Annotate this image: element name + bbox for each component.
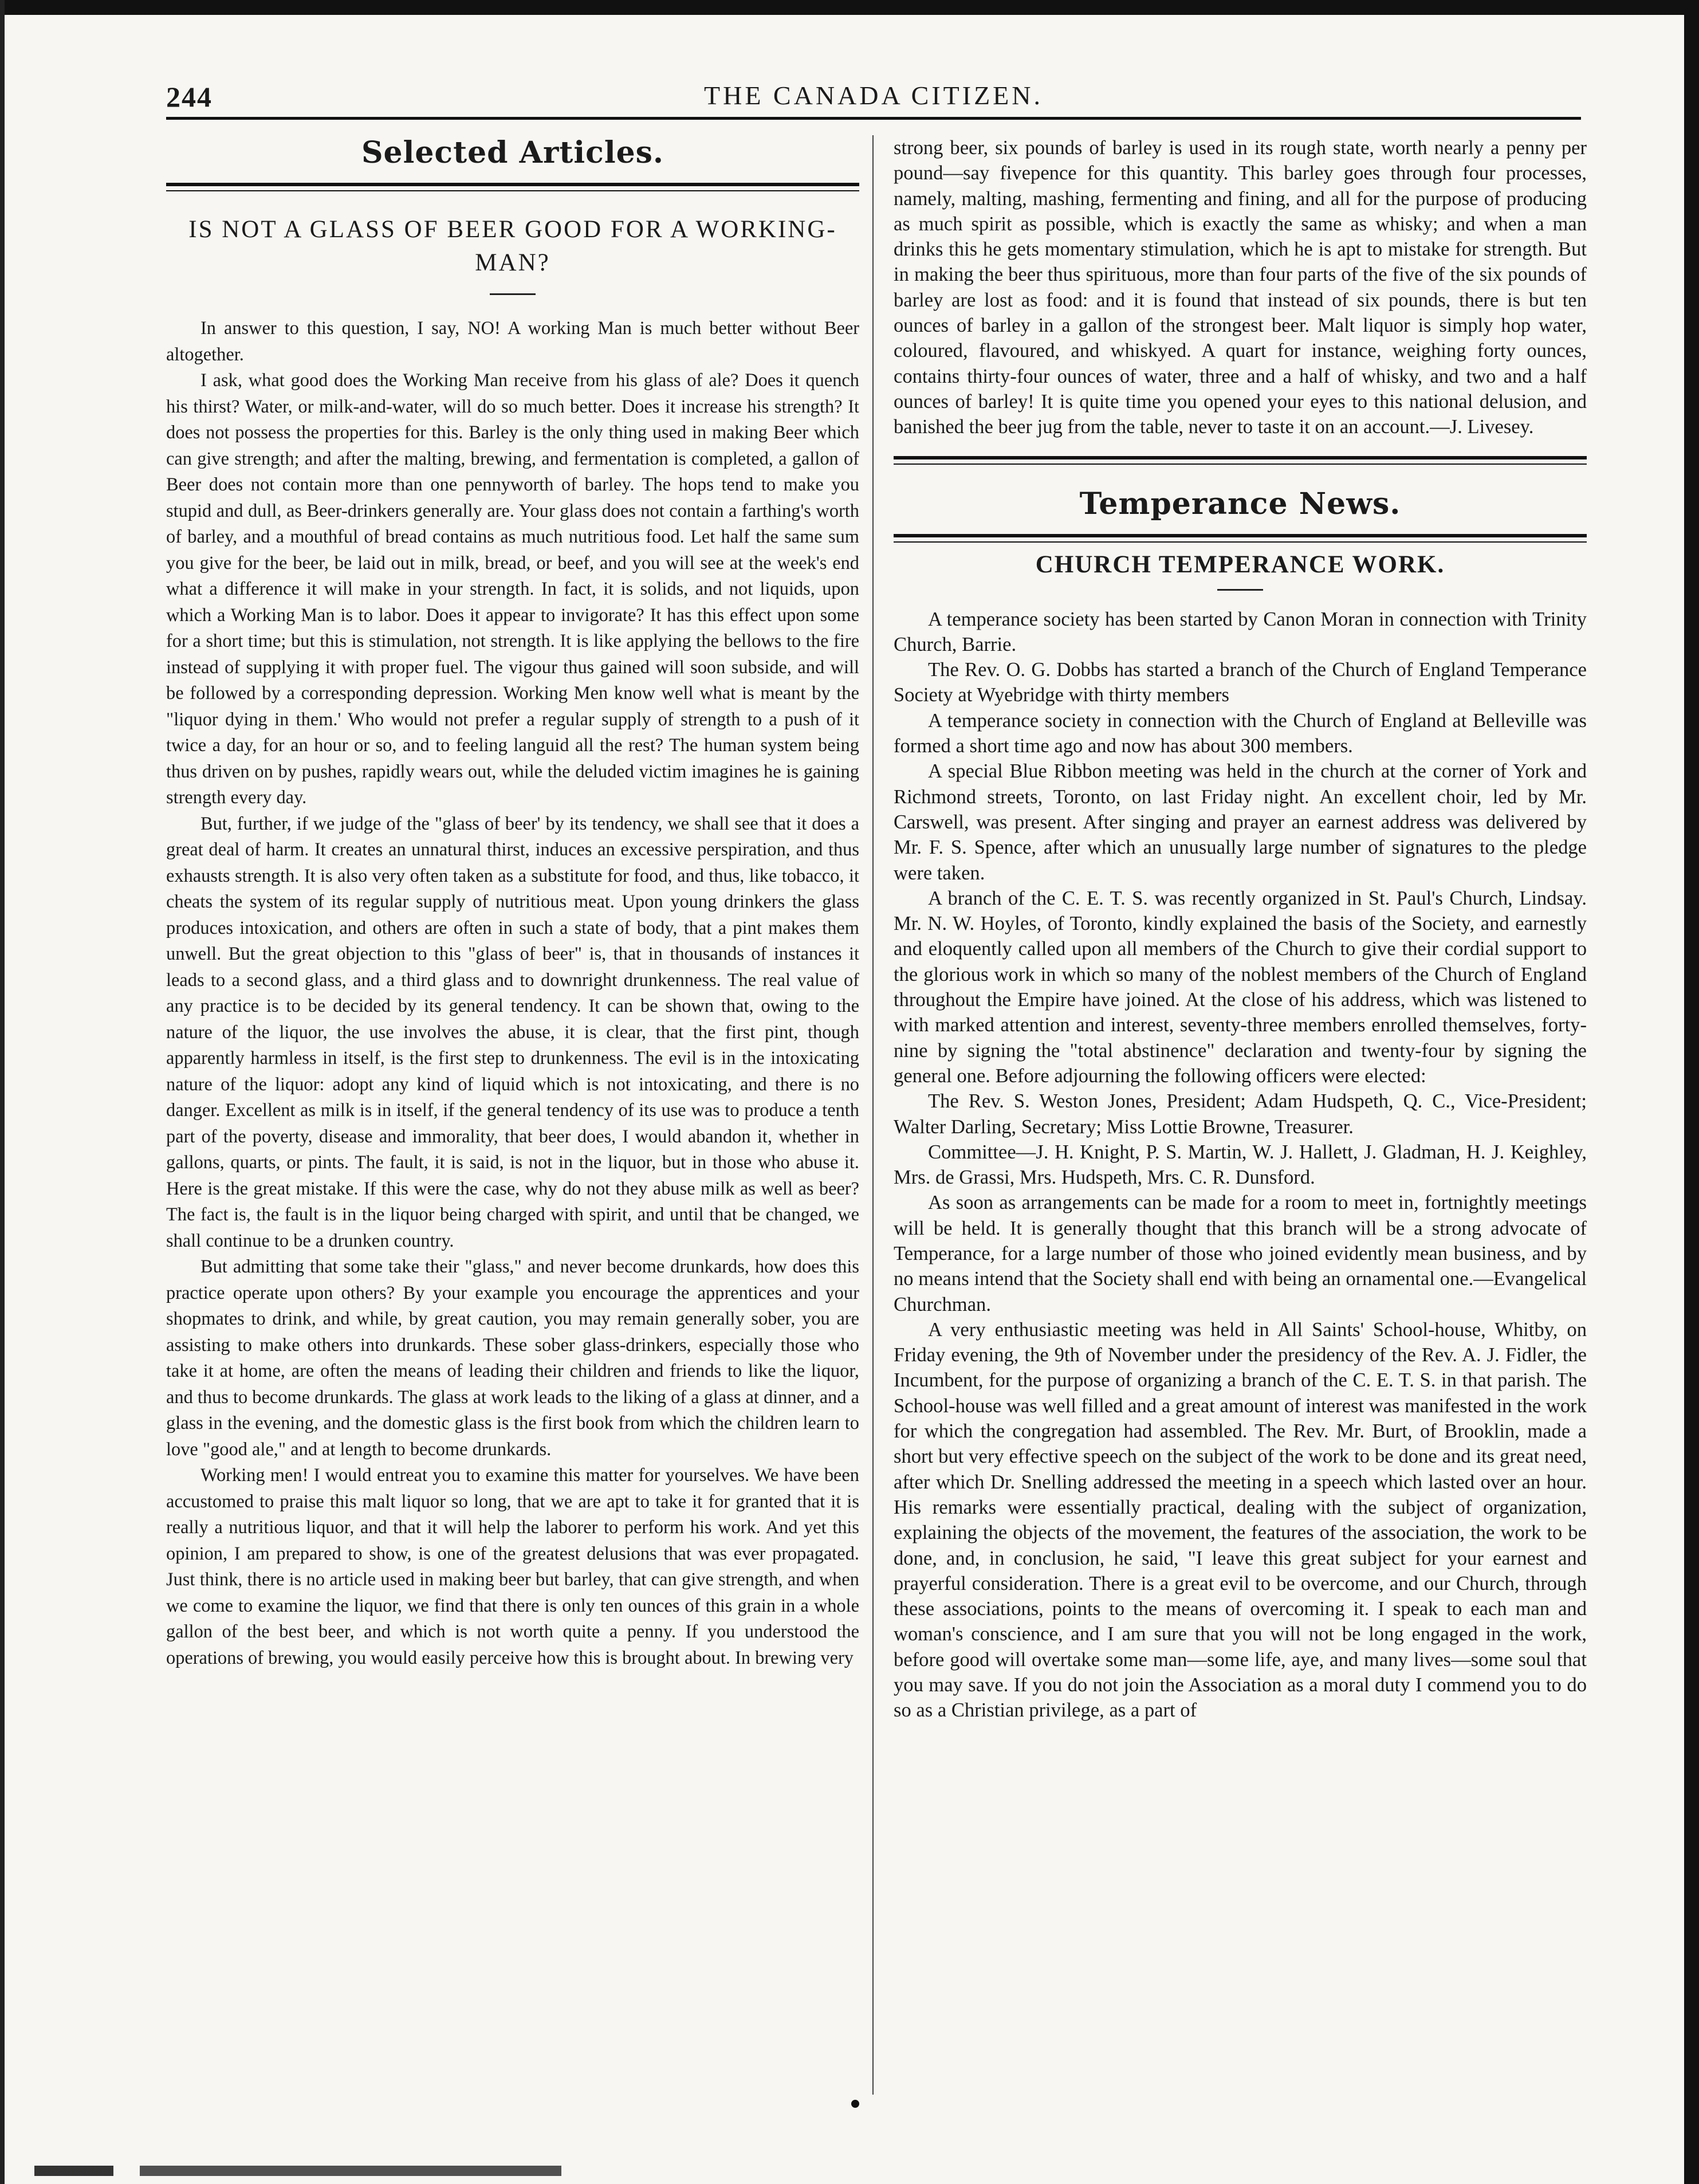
heading-rule (166, 183, 859, 191)
scan-border-left (0, 0, 5, 2184)
title-rule (490, 293, 536, 295)
paragraph: Working men! I would entreat you to examine this matter for yourselves. We have been accustomed to praise this malt liquor so long, that we are apt to take it for granted that it is really a nutritious liquor, and that it will help the laborer to perform his work. And yet this opinion, I am prepared to show, is one of the greatest delusions that was ever propagated. Just think, there is no article used in making beer but barley, that can give strength, and when we come to examine the liquor, we find that there is only ten ounces of this grain in a whole gallon of the best beer, and which is not worth quite a penny. If you understood the operations of brewing, you would easily perceive how this is brought about. In brewing very (166, 1465, 859, 1668)
paragraph: The Rev. O. G. Dobbs has started a branch of the Church of England Temperance Society at Wyebridge with thirty members (894, 659, 1587, 706)
running-head (166, 80, 1581, 120)
page-number: 244 (166, 81, 213, 113)
paragraph: A temperance society has been started by Canon Moran in connection with Trinity Church, Barrie. (894, 608, 1587, 655)
paragraph: Committee—J. H. Knight, P. S. Martin, W. J. Hallett, J. Gladman, H. J. Keighley, Mrs. de Grassi, Mrs. Hudspeth, Mrs. C. R. Dunsford. (894, 1141, 1587, 1189)
paper-title: THE CANADA CITIZEN. (704, 81, 1043, 110)
news-body (894, 607, 1587, 1723)
column-divider (872, 135, 874, 2095)
paragraph: But, further, if we judge of the "glass of beer' by its tendency, we shall see that it does a great deal of harm. It creates an unnatural thirst, induces an excessive perspiration, and thus exhausts strength. It is also very often taken as a substitute for food, and thus, like tobacco, it cheats the system of its regular supply of nutritious meat. Upon young drinkers the glass produces intoxication, and others are often in such a state of body, that a pint makes them unwell. But the great objection to this "glass of beer" is, that in thousands of instances it leads to a second glass, and a third glass and to downright drunkenness. The real value of any practice is to be decided by its general tendency. It can be shown that, owing to the nature of the liquor, the use involves the abuse, it is clear, that the first pint, though apparently harmless in itself, is the first step to drunkenness. The evil is in the intoxicating nature of the liquor: adopt any kind of liquid which is not intoxicating, and there is no danger. Excellent as milk is in itself, if the general tendency of its use was to produce a tenth part of the poverty, disease and immorality, that beer does, I would abandon it, whether in gallons, quarts, or pints. The fault, it is said, is not in the liquor, but in those who abuse it. Here is the great mistake. If this were the case, why do not they abuse milk as well as beer? The fact is, the fault is in the liquor being charged with spirit, and until that be changed, we shall continue to be a drunken country. (166, 813, 859, 1251)
section-rule (894, 456, 1587, 465)
scan-border-right (1684, 0, 1699, 2184)
paragraph: A branch of the C. E. T. S. was recently organized in St. Paul's Church, Lindsay. Mr. N. W. Hoyles, of Toronto, kindly explained the basis of the Society, and earnestly and eloquently called upon all members of the Church to give their cordial support to the glorious work in which so many of the noblest members of the Church of England throughout the Empire have joined. At the close of his address, which was listened to with marked attention and interest, seventy-three members enrolled themselves, forty-nine by signing the "total abstinence" declaration and twenty-four by signing the general one. Before adjourning the following officers were elected: (894, 887, 1587, 1087)
paragraph: strong beer, six pounds of barley is used in its rough state, worth nearly a penny per pound—say fivepence for this quantity. This barley goes through four processes, namely, malting, mashing, fermenting and fining, and all for the purpose of producing as much spirit as possible, which is exactly the same as whisky; and when a man drinks this he gets momentary stimulation, which he is apt to mistake for strength. But in making the beer thus spirituous, more than four parts of the five of the six pounds of barley are lost as food: and it is found that instead of six pounds, there is but ten ounces of barley in a gallon of the strongest beer. Malt liquor is simply hop water, coloured, flavoured, and whiskyed. A quart for instance, weighing forty ounces, contains thirty-four ounces of water, three and a half of whisky, and two and a half ounces of barley! It is quite time you opened your eyes to this national delusion, and banished the beer jug from the table, never to taste it on an account.—J. Livesey. (894, 137, 1587, 438)
paragraph: A special Blue Ribbon meeting was held in the church at the corner of York and Richmond streets, Toronto, on last Friday night. An excellent choir, led by Mr. Carswell, was present. After singing and prayer an earnest address was delivered by Mr. F. S. Spence, after which an unusually large number of signatures to the pledge were taken. (894, 760, 1587, 884)
article-title: IS NOT A GLASS OF BEER GOOD FOR A WORKING-MAN? (188, 216, 837, 276)
section-heading-selected-articles: Selected Articles. (361, 135, 664, 170)
paragraph: But admitting that some take their "glass," and never become drunkards, how does this practice operate upon others? By your example you encourage the apprentices and your shopmates to drink, and while, by great caution, you may remain generally sober, you are assisting to make others into drunkards. These sober glass-drinkers, especially those who take it at home, are often the means of leading their children and friends to like the liquor, and thus to become drunkards. The glass at work leads to the liking of a glass at dinner, and a glass in the evening, and the domestic glass is the first book from which the children learn to love "good ale," and at length to become drunkards. (166, 1256, 859, 1460)
paragraph: In answer to this question, I say, NO! A working Man is much better without Beer altogether. (166, 318, 859, 365)
news-title: CHURCH TEMPERANCE WORK. (1035, 551, 1445, 578)
heading-rule (894, 534, 1587, 543)
paragraph: A very enthusiastic meeting was held in All Saints' School-house, Whitby, on Friday evening, the 9th of November under the presidency of the Rev. A. J. Fidler, the Incumbent, for the purpose of organizing a branch of the C. E. T. S. in that parish. The School-house was well filled and a great amount of interest was manifested in the work for which the congregation had assembled. The Rev. Mr. Burt, of Brooklin, made a short but very effective speech on the subject of the work to be done and its great need, after which Dr. Snelling addressed the meeting in a speech which lasted over an hour. His remarks were essentially practical, dealing with the subject of organization, explaining the objects of the movement, the features of the association, the work to be done, and, in conclusion, he said, "I leave this great subject for your earnest and prayerful consideration. There is a great evil to be overcome, and our Church, through these associations, points to the means of overcoming it. I speak to each man and woman's conscience, and I am sure that you will not be long engaged in the work, before good will overtake some man—some life, aye, and many lives—some soul that you may save. If you do not join the Association as a moral duty I commend you to do so as a Christian privilege, as a part of (894, 1318, 1587, 1722)
article-body (166, 316, 859, 1671)
scan-border-bottom (34, 2166, 1352, 2176)
article-continuation (894, 135, 1587, 440)
scan-border-top (0, 0, 1699, 15)
paragraph: The Rev. S. Weston Jones, President; Adam Hudspeth, Q. C., Vice-President; Walter Darling, Secretary; Miss Lottie Browne, Treasurer. (894, 1090, 1587, 1138)
right-column (894, 135, 1587, 2135)
section-heading-temperance-news: Temperance News. (1079, 486, 1401, 521)
title-rule (1217, 589, 1263, 591)
paragraph: I ask, what good does the Working Man receive from his glass of ale? Does it quench his thirst? Water, or milk-and-water, will do so much better. Does it increase his strength? It does not possess the properties for this. Barley is the only thing used in making Beer which can give strength; and after the malting, brewing, and fermentation is completed, a gallon of Beer does not contain more than one pennyworth of barley. The hops tend to make you stupid and dull, as Beer-drinkers generally are. Your glass does not contain a farthing's worth of barley, and a mouthful of bread contains as much nutritious food. Let half the same sum you give for the beer, be laid out in milk, bread, or beef, and you will see at the week's end what a difference it will make in your strength. In fact, it is solids, and not liquids, upon which a Working Man is to labor. Does it appear to invigorate? It has this effect upon some for a short time; but this is stimulation, not strength. It is like applying the bellows to the fire instead of supplying it with proper fuel. The vigour thus gained will soon subside, and will be followed by a corresponding depression. Working Men know well what is meant by the "liquor dying in them.' Who would not prefer a regular supply of strength to a push of it twice a day, for an hour or so, and to feeling languid all the rest? The human system being thus driven on by pushes, rapidly wears out, while the deluded victim imagines he is gaining strength every day. (166, 370, 859, 808)
left-column (166, 135, 859, 2135)
paragraph: As soon as arrangements can be made for a room to meet in, fortnightly meetings will be held. It is generally thought that this branch will be a strong advocate of Temperance, for a large number of those who joined evidently mean business, and by no means intend that the Society shall end with being an ornamental one.—Evangelical Churchman. (894, 1192, 1587, 1315)
paragraph: A temperance society in connection with the Church of England at Belleville was formed a short time ago and now has about 300 members. (894, 709, 1587, 757)
folio-dot (851, 2100, 859, 2108)
